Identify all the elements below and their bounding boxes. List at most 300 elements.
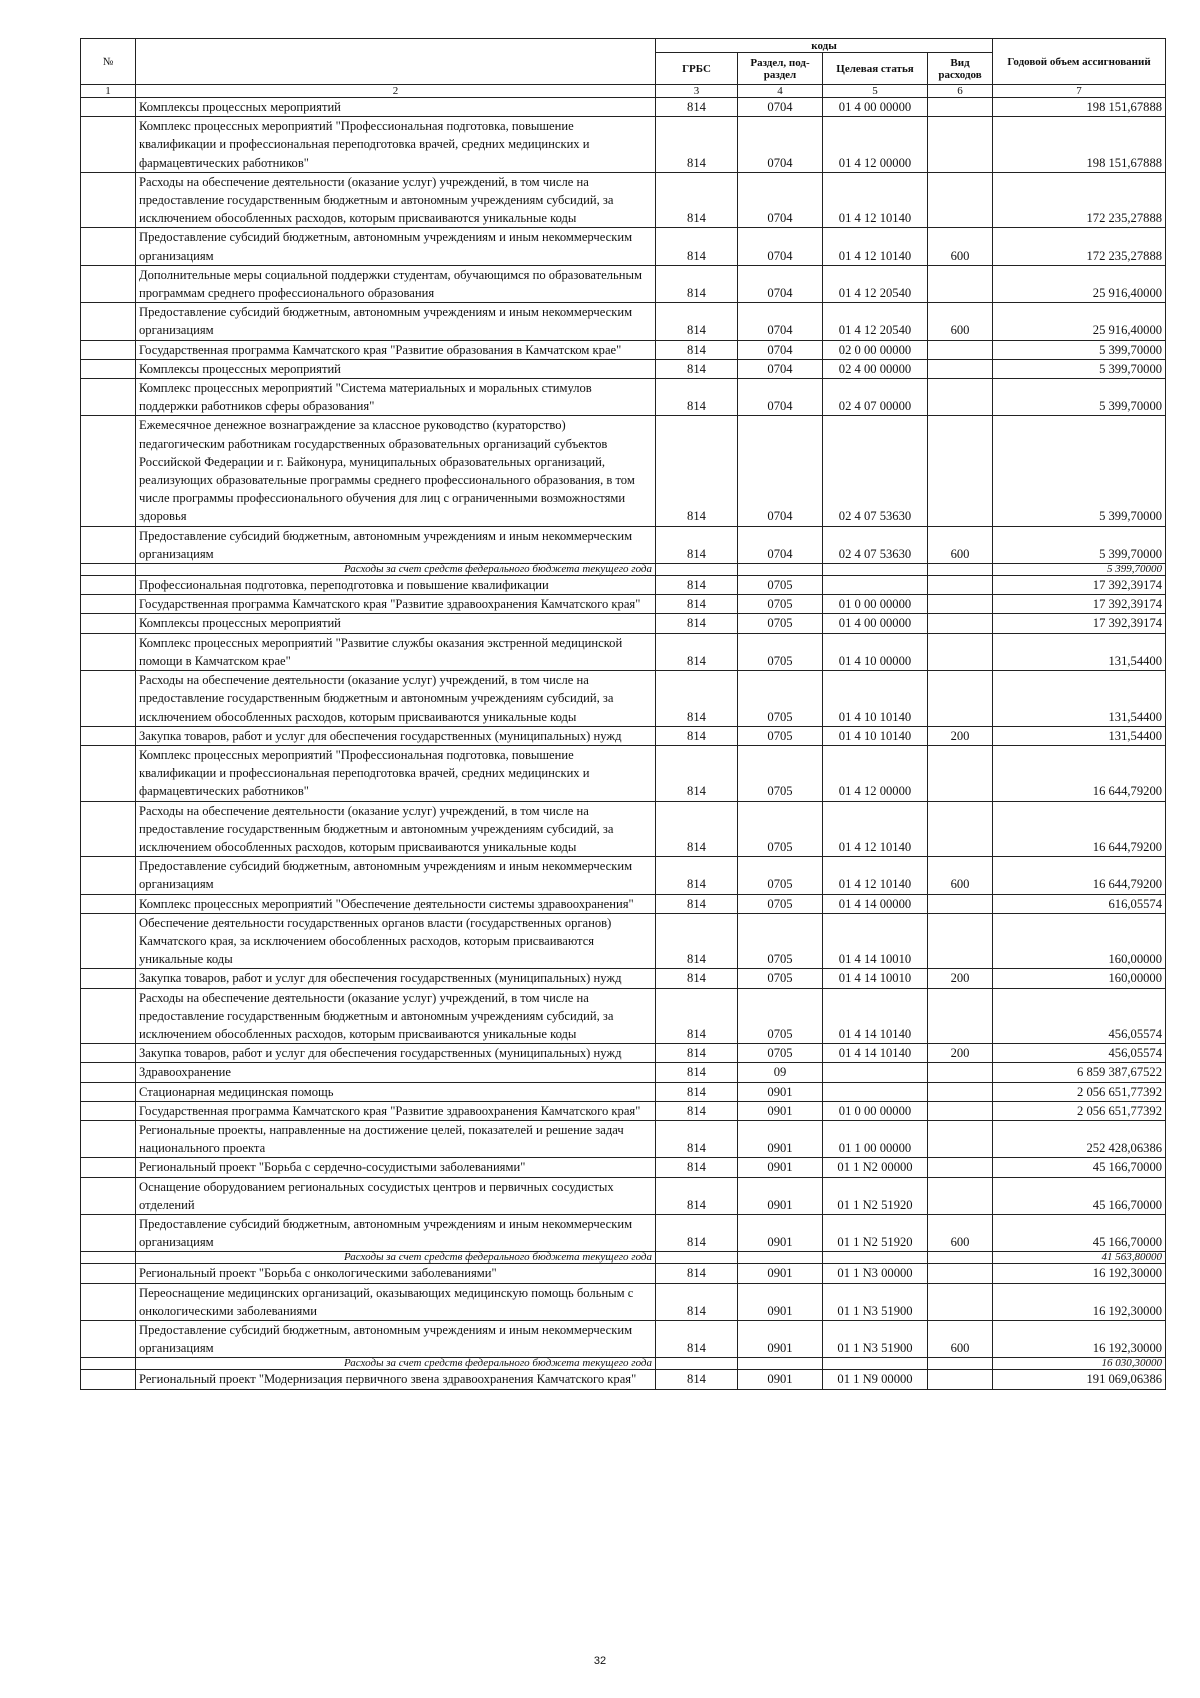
cell-section: 0704 — [738, 228, 823, 265]
cell-desc: Оснащение оборудованием региональных сосудистых центров и первичных сосудистых отделений — [136, 1177, 656, 1214]
cell-kind: 200 — [928, 726, 993, 745]
table-header — [81, 39, 1166, 98]
cell-amount: 5 399,70000 — [993, 416, 1166, 526]
cell-desc: Ежемесячное денежное вознаграждение за классное руководство (кураторство) педагогическим работникам государственных образовательных организаций субъектов Российской Федерации и г. Байконура, муниципальных образовательных организаций, реализующих образовательные программы среднего профессионального образования, в том числе программы профессионального обучения для лиц с ограниченными возможностями здоровья — [136, 416, 656, 526]
cell-target — [823, 564, 928, 576]
table-row — [81, 359, 1166, 378]
cell-kind — [928, 1120, 993, 1157]
cell-amount: 17 392,39174 — [993, 595, 1166, 614]
cell-section: 0704 — [738, 172, 823, 228]
col-number: 5 — [823, 85, 928, 98]
cell-kind — [928, 988, 993, 1044]
cell-section: 0704 — [738, 359, 823, 378]
cell-section: 0704 — [738, 340, 823, 359]
table-row — [81, 801, 1166, 857]
header-num: № — [81, 39, 136, 85]
cell-desc: Региональный проект "Модернизация первичного звена здравоохранения Камчатского края" — [136, 1370, 656, 1389]
cell-section — [738, 1358, 823, 1370]
cell-desc: Предоставление субсидий бюджетным, автономным учреждениям и иным некоммерческим организациям — [136, 1321, 656, 1358]
cell-num — [81, 988, 136, 1044]
cell-target: 02 4 00 00000 — [823, 359, 928, 378]
cell-desc: Стационарная медицинская помощь — [136, 1082, 656, 1101]
cell-amount: 131,54400 — [993, 671, 1166, 727]
cell-num — [81, 1177, 136, 1214]
cell-target: 01 4 10 00000 — [823, 633, 928, 670]
cell-amount: 616,05574 — [993, 894, 1166, 913]
cell-amount: 17 392,39174 — [993, 576, 1166, 595]
cell-section: 0901 — [738, 1101, 823, 1120]
cell-kind — [928, 379, 993, 416]
table-row — [81, 1177, 1166, 1214]
cell-num — [81, 359, 136, 378]
cell-target: 01 4 12 20540 — [823, 265, 928, 302]
table-row — [81, 1252, 1166, 1264]
cell-target: 02 4 07 53630 — [823, 526, 928, 563]
cell-kind — [928, 1252, 993, 1264]
cell-grbs: 814 — [656, 1082, 738, 1101]
cell-grbs: 814 — [656, 595, 738, 614]
cell-section: 0705 — [738, 894, 823, 913]
cell-amount: 5 399,70000 — [993, 379, 1166, 416]
cell-grbs: 814 — [656, 576, 738, 595]
cell-kind — [928, 1082, 993, 1101]
cell-section: 0705 — [738, 576, 823, 595]
cell-desc: Предоставление субсидий бюджетным, автономным учреждениям и иным некоммерческим организациям — [136, 526, 656, 563]
cell-grbs: 814 — [656, 614, 738, 633]
cell-target: 01 4 14 10010 — [823, 969, 928, 988]
cell-num — [81, 1158, 136, 1177]
cell-kind — [928, 359, 993, 378]
cell-desc: Предоставление субсидий бюджетным, автономным учреждениям и иным некоммерческим организациям — [136, 1214, 656, 1251]
cell-grbs: 814 — [656, 340, 738, 359]
cell-kind: 600 — [928, 228, 993, 265]
cell-section: 09 — [738, 1063, 823, 1082]
cell-desc: Комплекс процессных мероприятий "Развитие службы оказания экстренной медицинской помощи в Камчатском крае" — [136, 633, 656, 670]
cell-grbs: 814 — [656, 1177, 738, 1214]
cell-amount: 456,05574 — [993, 988, 1166, 1044]
cell-num — [81, 1044, 136, 1063]
cell-grbs: 814 — [656, 1321, 738, 1358]
cell-target: 01 4 12 00000 — [823, 745, 928, 801]
cell-target — [823, 1082, 928, 1101]
cell-num — [81, 726, 136, 745]
cell-section: 0705 — [738, 1044, 823, 1063]
cell-kind — [928, 1358, 993, 1370]
cell-num — [81, 1063, 136, 1082]
cell-desc: Комплекс процессных мероприятий "Профессиональная подготовка, повышение квалификации и профессиональная переподготовка врачей, средних медицинских и фармацевтических работников" — [136, 745, 656, 801]
cell-grbs: 814 — [656, 1063, 738, 1082]
cell-num — [81, 671, 136, 727]
cell-num — [81, 228, 136, 265]
cell-target: 01 1 N3 00000 — [823, 1264, 928, 1283]
cell-section: 0901 — [738, 1082, 823, 1101]
cell-amount: 16 644,79200 — [993, 857, 1166, 894]
cell-target: 01 4 10 10140 — [823, 671, 928, 727]
col-number: 2 — [136, 85, 656, 98]
cell-grbs: 814 — [656, 172, 738, 228]
cell-grbs: 814 — [656, 745, 738, 801]
cell-num — [81, 1120, 136, 1157]
cell-kind — [928, 1158, 993, 1177]
cell-grbs: 814 — [656, 359, 738, 378]
cell-kind — [928, 671, 993, 727]
cell-kind — [928, 595, 993, 614]
header-codes: коды — [656, 39, 993, 53]
header-desc — [136, 39, 656, 85]
cell-target: 01 1 N3 51900 — [823, 1283, 928, 1320]
cell-kind — [928, 1264, 993, 1283]
cell-desc: Комплексы процессных мероприятий — [136, 359, 656, 378]
table-row — [81, 1283, 1166, 1320]
cell-section — [738, 564, 823, 576]
cell-num — [81, 1370, 136, 1389]
cell-grbs: 814 — [656, 379, 738, 416]
table-row — [81, 745, 1166, 801]
cell-desc: Обеспечение деятельности государственных органов власти (государственных органов) Камчатского края, за исключением обособленных расходов, которым присваиваются уникальные коды — [136, 913, 656, 969]
cell-num — [81, 969, 136, 988]
cell-num — [81, 894, 136, 913]
cell-grbs: 814 — [656, 1044, 738, 1063]
cell-amount: 45 166,70000 — [993, 1177, 1166, 1214]
cell-num — [81, 576, 136, 595]
cell-grbs — [656, 564, 738, 576]
cell-amount: 16 192,30000 — [993, 1321, 1166, 1358]
cell-kind — [928, 564, 993, 576]
cell-kind — [928, 913, 993, 969]
cell-grbs — [656, 1252, 738, 1264]
cell-grbs: 814 — [656, 1120, 738, 1157]
table-row — [81, 228, 1166, 265]
table-row — [81, 1321, 1166, 1358]
table-row — [81, 526, 1166, 563]
table-row — [81, 1214, 1166, 1251]
cell-amount: 45 166,70000 — [993, 1158, 1166, 1177]
cell-grbs: 814 — [656, 633, 738, 670]
table-row — [81, 913, 1166, 969]
cell-num — [81, 745, 136, 801]
cell-section: 0705 — [738, 595, 823, 614]
cell-kind — [928, 98, 993, 117]
cell-grbs: 814 — [656, 303, 738, 340]
cell-desc: Переоснащение медицинских организаций, оказывающих медицинскую помощь больным с онкологическими заболеваниями — [136, 1283, 656, 1320]
cell-kind: 600 — [928, 1214, 993, 1251]
cell-section: 0901 — [738, 1321, 823, 1358]
table-row — [81, 303, 1166, 340]
cell-amount: 252 428,06386 — [993, 1120, 1166, 1157]
cell-amount: 5 399,70000 — [993, 526, 1166, 563]
cell-desc: Закупка товаров, работ и услуг для обеспечения государственных (муниципальных) нужд — [136, 726, 656, 745]
header-grbs: ГРБС — [656, 53, 738, 85]
cell-section: 0901 — [738, 1177, 823, 1214]
cell-section: 0901 — [738, 1214, 823, 1251]
cell-desc: Закупка товаров, работ и услуг для обеспечения государственных (муниципальных) нужд — [136, 969, 656, 988]
table-body — [81, 98, 1166, 1390]
cell-amount: 131,54400 — [993, 633, 1166, 670]
cell-kind — [928, 576, 993, 595]
cell-num — [81, 265, 136, 302]
cell-grbs: 814 — [656, 98, 738, 117]
cell-grbs — [656, 1358, 738, 1370]
cell-desc: Государственная программа Камчатского края "Развитие здравоохранения Камчатского края" — [136, 1101, 656, 1120]
cell-desc: Комплекс процессных мероприятий "Профессиональная подготовка, повышение квалификации и профессиональная переподготовка врачей, средних медицинских и фармацевтических работников" — [136, 117, 656, 173]
cell-amount: 172 235,27888 — [993, 172, 1166, 228]
cell-amount: 2 056 651,77392 — [993, 1082, 1166, 1101]
cell-amount: 16 644,79200 — [993, 745, 1166, 801]
cell-section: 0704 — [738, 526, 823, 563]
table-row — [81, 1101, 1166, 1120]
table-row — [81, 1044, 1166, 1063]
cell-amount: 6 859 387,67522 — [993, 1063, 1166, 1082]
cell-grbs: 814 — [656, 801, 738, 857]
cell-grbs: 814 — [656, 913, 738, 969]
col-number: 1 — [81, 85, 136, 98]
cell-section: 0705 — [738, 857, 823, 894]
cell-num — [81, 595, 136, 614]
cell-num — [81, 117, 136, 173]
cell-grbs: 814 — [656, 726, 738, 745]
table-row — [81, 265, 1166, 302]
col-number: 3 — [656, 85, 738, 98]
cell-amount: 17 392,39174 — [993, 614, 1166, 633]
table-row — [81, 1158, 1166, 1177]
table-row — [81, 633, 1166, 670]
table-row — [81, 726, 1166, 745]
cell-num — [81, 1283, 136, 1320]
cell-grbs: 814 — [656, 1283, 738, 1320]
cell-target: 01 4 14 10010 — [823, 913, 928, 969]
cell-desc: Региональный проект "Борьба с онкологическими заболеваниями" — [136, 1264, 656, 1283]
cell-num — [81, 340, 136, 359]
cell-section: 0705 — [738, 633, 823, 670]
cell-target: 01 4 12 10140 — [823, 228, 928, 265]
cell-kind — [928, 416, 993, 526]
cell-section: 0705 — [738, 614, 823, 633]
cell-section: 0705 — [738, 988, 823, 1044]
cell-section: 0704 — [738, 303, 823, 340]
cell-kind — [928, 745, 993, 801]
table-row — [81, 98, 1166, 117]
cell-target: 01 1 N2 00000 — [823, 1158, 928, 1177]
col-number: 6 — [928, 85, 993, 98]
cell-desc: Профессиональная подготовка, переподготовка и повышение квалификации — [136, 576, 656, 595]
table-row — [81, 671, 1166, 727]
cell-section: 0704 — [738, 265, 823, 302]
table-row — [81, 172, 1166, 228]
cell-target — [823, 576, 928, 595]
cell-section: 0704 — [738, 416, 823, 526]
cell-target: 01 4 10 10140 — [823, 726, 928, 745]
cell-amount: 160,00000 — [993, 969, 1166, 988]
table-row — [81, 1063, 1166, 1082]
cell-kind — [928, 801, 993, 857]
cell-kind — [928, 614, 993, 633]
cell-target: 01 1 N3 51900 — [823, 1321, 928, 1358]
header-amount: Годовой объем ассигнований — [993, 39, 1166, 85]
cell-num — [81, 1252, 136, 1264]
cell-target — [823, 1358, 928, 1370]
cell-kind — [928, 1101, 993, 1120]
cell-kind — [928, 1063, 993, 1082]
cell-grbs: 814 — [656, 1214, 738, 1251]
cell-amount: 25 916,40000 — [993, 303, 1166, 340]
cell-section: 0901 — [738, 1283, 823, 1320]
cell-desc: Закупка товаров, работ и услуг для обеспечения государственных (муниципальных) нужд — [136, 1044, 656, 1063]
table-row — [81, 595, 1166, 614]
cell-grbs: 814 — [656, 671, 738, 727]
cell-kind: 600 — [928, 1321, 993, 1358]
cell-kind: 200 — [928, 969, 993, 988]
cell-amount: 16 192,30000 — [993, 1283, 1166, 1320]
cell-section: 0705 — [738, 726, 823, 745]
cell-desc: Комплекс процессных мероприятий "Обеспечение деятельности системы здравоохранения" — [136, 894, 656, 913]
cell-desc: Расходы на обеспечение деятельности (оказание услуг) учреждений, в том числе на предоставление государственным бюджетным и автономным учреждениям субсидий, за исключением обособленных расходов, которым присваиваются уникальные коды — [136, 172, 656, 228]
cell-target: 01 4 12 10140 — [823, 172, 928, 228]
cell-amount: 5 399,70000 — [993, 340, 1166, 359]
cell-num — [81, 564, 136, 576]
cell-grbs: 814 — [656, 1264, 738, 1283]
cell-grbs: 814 — [656, 1101, 738, 1120]
cell-num — [81, 1321, 136, 1358]
cell-kind — [928, 894, 993, 913]
cell-desc: Расходы на обеспечение деятельности (оказание услуг) учреждений, в том числе на предоставление государственным бюджетным и автономным учреждениям субсидий, за исключением обособленных расходов, которым присваиваются уникальные коды — [136, 801, 656, 857]
cell-num — [81, 913, 136, 969]
cell-num — [81, 857, 136, 894]
cell-grbs: 814 — [656, 857, 738, 894]
cell-amount: 25 916,40000 — [993, 265, 1166, 302]
cell-section: 0704 — [738, 98, 823, 117]
cell-grbs: 814 — [656, 265, 738, 302]
cell-target: 01 4 12 00000 — [823, 117, 928, 173]
cell-num — [81, 98, 136, 117]
cell-target: 01 4 00 00000 — [823, 614, 928, 633]
table-row — [81, 1120, 1166, 1157]
cell-desc: Расходы за счет средств федерального бюджета текущего года — [136, 1252, 656, 1264]
cell-target: 01 4 12 20540 — [823, 303, 928, 340]
cell-desc: Региональные проекты, направленные на достижение целей, показателей и решение задач национального проекта — [136, 1120, 656, 1157]
cell-num — [81, 1264, 136, 1283]
table-row — [81, 416, 1166, 526]
table-row — [81, 614, 1166, 633]
cell-desc: Государственная программа Камчатского края "Развитие образования в Камчатском крае" — [136, 340, 656, 359]
cell-target: 01 4 14 10140 — [823, 1044, 928, 1063]
cell-section: 0704 — [738, 117, 823, 173]
table-row — [81, 1358, 1166, 1370]
cell-amount: 16 644,79200 — [993, 801, 1166, 857]
cell-kind — [928, 1177, 993, 1214]
cell-section — [738, 1252, 823, 1264]
cell-num — [81, 379, 136, 416]
cell-grbs: 814 — [656, 894, 738, 913]
cell-section: 0901 — [738, 1370, 823, 1389]
cell-kind: 600 — [928, 526, 993, 563]
cell-desc: Расходы на обеспечение деятельности (оказание услуг) учреждений, в том числе на предоставление государственным бюджетным и автономным учреждениям субсидий, за исключением обособленных расходов, которым присваиваются уникальные коды — [136, 671, 656, 727]
cell-section: 0705 — [738, 969, 823, 988]
header-kind: Вид расходов — [928, 53, 993, 85]
table-row — [81, 988, 1166, 1044]
cell-num — [81, 303, 136, 340]
cell-desc: Дополнительные меры социальной поддержки студентам, обучающимся по образовательным программам среднего профессионального образования — [136, 265, 656, 302]
cell-grbs: 814 — [656, 969, 738, 988]
cell-amount: 2 056 651,77392 — [993, 1101, 1166, 1120]
cell-target: 01 0 00 00000 — [823, 595, 928, 614]
cell-target — [823, 1252, 928, 1264]
table-row — [81, 117, 1166, 173]
cell-desc: Предоставление субсидий бюджетным, автономным учреждениям и иным некоммерческим организациям — [136, 857, 656, 894]
cell-desc: Предоставление субсидий бюджетным, автономным учреждениям и иным некоммерческим организациям — [136, 228, 656, 265]
cell-grbs: 814 — [656, 228, 738, 265]
cell-desc: Государственная программа Камчатского края "Развитие здравоохранения Камчатского края" — [136, 595, 656, 614]
col-number: 4 — [738, 85, 823, 98]
cell-desc: Здравоохранение — [136, 1063, 656, 1082]
cell-section: 0901 — [738, 1264, 823, 1283]
header-section: Раздел, под-раздел — [738, 53, 823, 85]
cell-desc: Комплексы процессных мероприятий — [136, 98, 656, 117]
cell-amount: 16 192,30000 — [993, 1264, 1166, 1283]
cell-num — [81, 526, 136, 563]
cell-target: 01 4 00 00000 — [823, 98, 928, 117]
header-target: Целевая статья — [823, 53, 928, 85]
cell-num — [81, 1082, 136, 1101]
budget-table-sheet — [80, 38, 1165, 1390]
cell-section: 0901 — [738, 1120, 823, 1157]
cell-kind — [928, 1370, 993, 1389]
cell-num — [81, 1214, 136, 1251]
cell-num — [81, 1358, 136, 1370]
cell-kind: 200 — [928, 1044, 993, 1063]
cell-kind — [928, 340, 993, 359]
cell-target: 02 4 07 00000 — [823, 379, 928, 416]
cell-desc: Расходы за счет средств федерального бюджета текущего года — [136, 564, 656, 576]
cell-target: 01 1 N9 00000 — [823, 1370, 928, 1389]
cell-grbs: 814 — [656, 526, 738, 563]
table-row — [81, 576, 1166, 595]
cell-target: 01 4 12 10140 — [823, 801, 928, 857]
cell-kind — [928, 1283, 993, 1320]
cell-desc: Расходы на обеспечение деятельности (оказание услуг) учреждений, в том числе на предоставление государственным бюджетным и автономным учреждениям субсидий, за исключением обособленных расходов, которым присваиваются уникальные коды — [136, 988, 656, 1044]
cell-target: 01 4 14 10140 — [823, 988, 928, 1044]
cell-section: 0705 — [738, 913, 823, 969]
cell-amount: 5 399,70000 — [993, 564, 1166, 576]
cell-target: 02 0 00 00000 — [823, 340, 928, 359]
table-row — [81, 1370, 1166, 1389]
cell-section: 0705 — [738, 671, 823, 727]
cell-amount: 160,00000 — [993, 913, 1166, 969]
cell-num — [81, 172, 136, 228]
cell-grbs: 814 — [656, 988, 738, 1044]
cell-grbs: 814 — [656, 1158, 738, 1177]
cell-amount: 198 151,67888 — [993, 117, 1166, 173]
table-row — [81, 857, 1166, 894]
cell-kind: 600 — [928, 857, 993, 894]
page-number: 32 — [593, 1655, 607, 1667]
cell-amount: 198 151,67888 — [993, 98, 1166, 117]
cell-amount: 172 235,27888 — [993, 228, 1166, 265]
cell-amount: 45 166,70000 — [993, 1214, 1166, 1251]
cell-kind — [928, 265, 993, 302]
cell-num — [81, 633, 136, 670]
col-number: 7 — [993, 85, 1166, 98]
table-row — [81, 564, 1166, 576]
cell-grbs: 814 — [656, 1370, 738, 1389]
table-row — [81, 1082, 1166, 1101]
cell-num — [81, 614, 136, 633]
cell-amount: 41 563,80000 — [993, 1252, 1166, 1264]
table-row — [81, 340, 1166, 359]
cell-target: 01 1 00 00000 — [823, 1120, 928, 1157]
cell-amount: 5 399,70000 — [993, 359, 1166, 378]
cell-amount: 456,05574 — [993, 1044, 1166, 1063]
cell-desc: Комплексы процессных мероприятий — [136, 614, 656, 633]
